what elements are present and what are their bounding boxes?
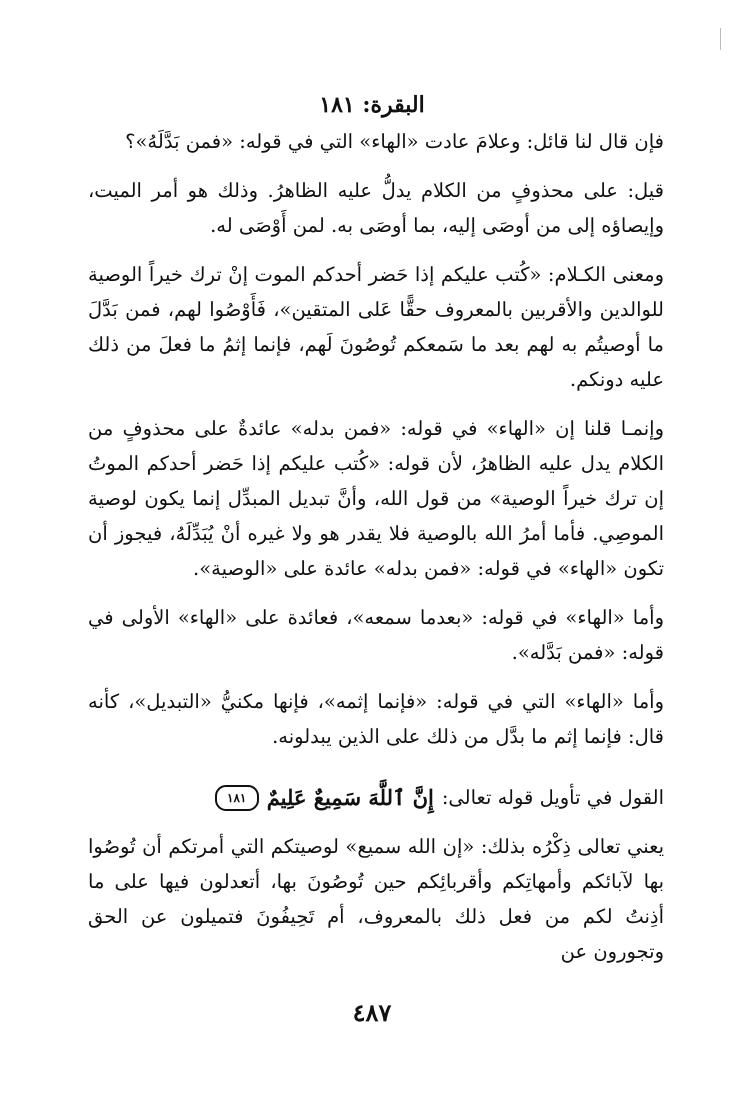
paragraph-third-haa: وأما «الهاء» التي في قوله: «فإنما إثمه»، فإنها مكنيُّ «التبديل»، كأنه قال: فإنما إثم ما بدَّل من ذلك على الذين يبدلونه. <box>88 690 664 748</box>
quran-verse: إِنَّ ٱللَّهَ سَمِيعٌ عَلِيمٌ <box>266 785 434 810</box>
paragraph-tafsir: يعني تعالى ذِكْرُه بذلك: «إن الله سميع» لوصيتكم التي أمرتكم أن تُوصُوا بها لآبائكم وأمهاتِكم وأقربائِكم حين تُوصُونَ بها، أتعدلون فيها على ما أذِنتُ لكم من فعل ذلك بالمعروف، أم تَحِيفُونَ فتميلون عن الحق وتجورون عن <box>88 835 664 963</box>
section-heading-text: القول في تأويل قوله تعالى: <box>441 786 664 809</box>
running-header: البقرة: ١٨١ <box>319 92 425 118</box>
paragraph-meaning: ومعنى الكـلام: «كُتب عليكم إذا حَضر أحدكم الموت إنْ ترك خيراً الوصية للوالدين والأقربين بالمعروف حقًّا عَلى المتقين»، فَأَوْصُوا لهم، فمن بَدَّلَ ما أوصيتُم به لهم بعد ما سَمعكم تُوصُونَ لَهم، فإنما إثمُ ما فعلَ من ذلك عليه دونكم. <box>88 263 664 391</box>
paragraph-second-haa: وأما «الهاء» في قوله: «بعدما سمعه»، فعائدة على «الهاء» الأولى في قوله: «فمن بَدَّله». <box>88 606 664 664</box>
paragraph-answer: قيل: على محذوفٍ من الكلام يدلُّ عليه الظاهرُ. وذلك هو أمر الميت، وإيصاؤه إلى من أوصَى إليه، بما أوصَى به. لمن أَوْصَى له. <box>88 179 664 237</box>
scan-edge-mark <box>720 28 721 50</box>
section-heading <box>88 780 664 815</box>
paragraph-explanation: وإنمـا قلنا إن «الهاء» في قوله: «فمن بدله» عائدةٌ على محذوفٍ من الكلام يدل عليه الظاهرُ، لأن قوله: «كُتب عليكم إذا حَضر أحدكم الموتُ إن ترك خيراً الوصية» من قول الله، وأنَّ تبديل المبدِّل إنما يكون لوصية الموصِي. فأما أمرُ الله بالوصية فلا يقدر هو ولا غيره أنْ يُبَدِّلَهُ، فيجوز أن تكون «الهاء» في قوله: «فمن بدله» عائدة على «الوصية». <box>88 417 664 580</box>
page-body <box>88 124 664 969</box>
paragraph-question: فإن قال لنا قائل: وعلامَ عادت «الهاء» التي في قوله: «فمن بَدَّلَهُ»؟ <box>125 130 664 153</box>
page-number: ٤٨٧ <box>352 998 392 1027</box>
verse-number-badge: ١٨١ <box>215 785 259 811</box>
